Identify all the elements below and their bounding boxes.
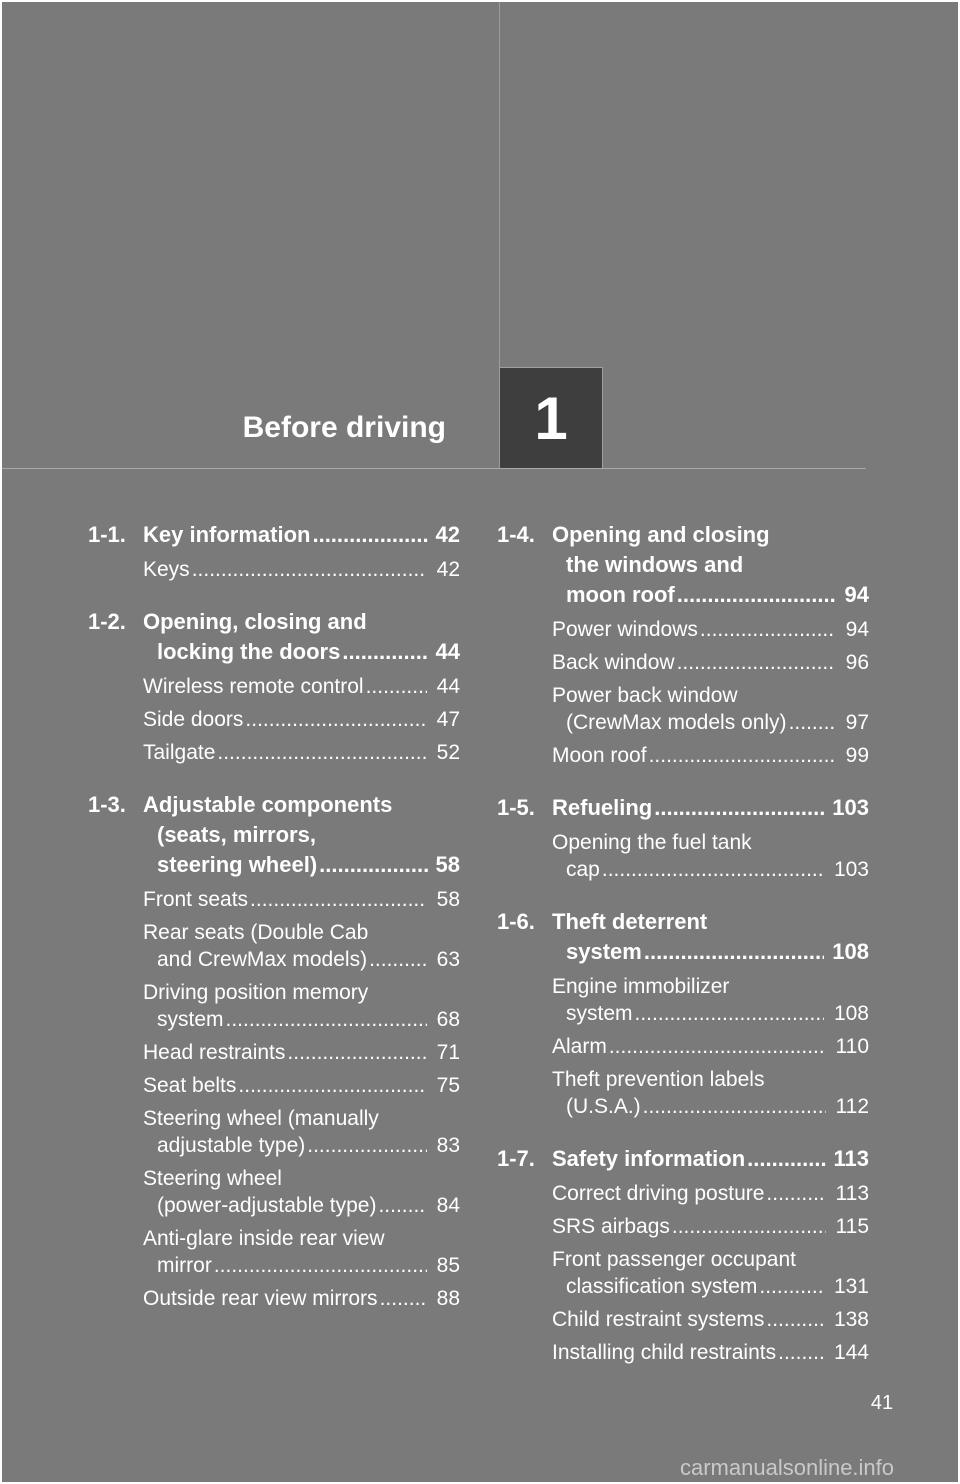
horizontal-rule <box>0 468 866 469</box>
entry-page-ref: 68 <box>436 1008 460 1031</box>
entry-line <box>552 1246 869 1273</box>
toc-entry[interactable] <box>552 1246 869 1300</box>
entry-list <box>143 673 460 766</box>
toc-entry[interactable] <box>143 979 460 1033</box>
title-text: Refueling <box>552 795 653 820</box>
entry-text: Wireless remote control <box>143 675 364 698</box>
title-text: Adjustable components <box>143 792 393 817</box>
entry-line <box>552 742 869 769</box>
entry-text: Power windows <box>552 618 698 641</box>
entry-line <box>552 1000 869 1027</box>
section-title-line <box>143 520 460 550</box>
toc-entry[interactable] <box>552 1306 869 1333</box>
entry-text: Alarm <box>552 1035 607 1058</box>
dot-leader <box>250 886 427 913</box>
dot-leader <box>649 742 836 769</box>
section-number: 1-7. <box>497 1146 535 1171</box>
section-number: 1-3. <box>88 792 126 817</box>
entry-line <box>552 649 869 676</box>
dot-leader <box>789 709 836 736</box>
entry-text: Back window <box>552 651 675 674</box>
entry-page-ref: 44 <box>436 675 460 698</box>
entry-list <box>552 973 869 1120</box>
entry-text: Theft prevention labels <box>552 1068 765 1091</box>
entry-page-ref: 144 <box>833 1341 869 1364</box>
entry-text: Rear seats (Double Cab <box>143 921 369 944</box>
section-title-line <box>552 580 869 610</box>
section-body <box>552 520 869 769</box>
dot-leader <box>226 1006 427 1033</box>
entry-line <box>143 673 460 700</box>
section-number: 1-2. <box>88 609 126 634</box>
toc-entry[interactable] <box>143 1225 460 1279</box>
toc-entry[interactable] <box>552 973 869 1027</box>
entry-line <box>552 709 869 736</box>
dot-leader <box>759 1273 824 1300</box>
entry-line <box>143 1252 460 1279</box>
entry-text: mirror <box>157 1254 212 1277</box>
entry-page-ref: 85 <box>436 1254 460 1277</box>
toc-entry[interactable] <box>143 1165 460 1219</box>
title-text: Theft deterrent <box>552 909 708 934</box>
dot-leader <box>677 580 837 610</box>
entry-line <box>143 886 460 913</box>
entry-line <box>143 739 460 766</box>
page-number: 41 <box>870 1392 894 1414</box>
entry-line <box>143 1285 460 1312</box>
entry-page-ref: 112 <box>835 1095 869 1118</box>
entry-list <box>143 556 460 583</box>
entry-line <box>143 1132 460 1159</box>
entry-line <box>143 946 460 973</box>
entry-text: (power-adjustable type) <box>157 1194 377 1217</box>
entry-text: Head restraints <box>143 1041 286 1064</box>
section-title-line <box>552 793 869 823</box>
section-body <box>143 790 460 1312</box>
entry-text: (CrewMax models only) <box>566 711 787 734</box>
toc-entry[interactable] <box>143 706 460 733</box>
toc-entry[interactable] <box>552 682 869 736</box>
section-title-line <box>143 820 460 850</box>
entry-text: Correct driving posture <box>552 1182 765 1205</box>
entry-text: Anti-glare inside rear view <box>143 1227 385 1250</box>
dot-leader <box>602 856 824 883</box>
dot-leader <box>217 739 426 766</box>
section-title-line <box>143 790 460 820</box>
section-title-line <box>143 607 460 637</box>
toc-section <box>88 607 460 766</box>
dot-leader <box>214 1252 427 1279</box>
dot-leader <box>238 1072 426 1099</box>
dot-leader <box>369 946 427 973</box>
dot-leader <box>307 1132 426 1159</box>
entry-text: Keys <box>143 558 190 581</box>
entry-line <box>552 1180 869 1207</box>
dot-leader <box>700 616 836 643</box>
entry-text: cap <box>566 858 600 881</box>
dot-leader <box>766 1306 824 1333</box>
dot-leader <box>677 649 836 676</box>
entry-page-ref: 96 <box>845 651 869 674</box>
entry-page-ref: 58 <box>436 888 460 911</box>
toc-entry[interactable] <box>143 739 460 766</box>
entry-text: Power back window <box>552 684 738 707</box>
section-title[interactable] <box>552 1144 869 1174</box>
entry-line <box>552 616 869 643</box>
entry-text: Steering wheel <box>143 1167 282 1190</box>
entry-text: Steering wheel (manually <box>143 1107 379 1130</box>
section-page-ref: 103 <box>832 795 869 820</box>
dot-leader <box>287 1039 426 1066</box>
toc-entry[interactable] <box>143 1285 460 1312</box>
title-text: (seats, mirrors, <box>157 822 316 847</box>
entry-line <box>143 1165 460 1192</box>
dot-leader <box>192 556 427 583</box>
toc-entry[interactable] <box>552 1180 869 1207</box>
section-title-line <box>552 520 869 550</box>
section-title-line <box>552 1144 869 1174</box>
section-body <box>143 607 460 766</box>
entry-text: Engine immobilizer <box>552 975 730 998</box>
entry-page-ref: 94 <box>845 618 869 641</box>
dot-leader <box>643 1093 826 1120</box>
section-title[interactable] <box>552 793 869 823</box>
entry-line <box>143 1039 460 1066</box>
entry-page-ref: 84 <box>436 1194 460 1217</box>
entry-text: Driving position memory <box>143 981 369 1004</box>
entry-text: Installing child restraints <box>552 1341 777 1364</box>
section-page-ref: 44 <box>435 639 460 664</box>
toc-entry[interactable] <box>143 1105 460 1159</box>
toc-section <box>88 790 460 1312</box>
entry-line <box>143 1192 460 1219</box>
dot-leader <box>672 1213 826 1240</box>
dot-leader <box>747 1144 825 1174</box>
entry-line <box>143 919 460 946</box>
title-text: Opening, closing and <box>143 609 367 634</box>
entry-line <box>552 1066 869 1093</box>
entry-text: Moon roof <box>552 744 647 767</box>
section-title-line <box>143 850 460 880</box>
toc-entry[interactable] <box>143 1072 460 1099</box>
dot-leader <box>654 793 824 823</box>
entry-text: Side doors <box>143 708 244 731</box>
section-title-line <box>552 550 869 580</box>
title-text: the windows and <box>566 552 744 577</box>
toc-entry[interactable] <box>552 1339 869 1366</box>
section-page-ref: 94 <box>844 582 869 607</box>
entry-page-ref: 108 <box>833 1002 869 1025</box>
dot-leader <box>380 1285 427 1312</box>
entry-text: classification system <box>566 1275 758 1298</box>
entry-text: Front seats <box>143 888 249 911</box>
entry-line <box>552 829 869 856</box>
entry-page-ref: 131 <box>833 1275 869 1298</box>
entry-text: Tailgate <box>143 741 216 764</box>
section-number: 1-1. <box>88 522 126 547</box>
entry-text: adjustable type) <box>157 1134 306 1157</box>
entry-line <box>143 706 460 733</box>
entry-list <box>552 829 869 883</box>
toc-entry[interactable] <box>552 829 869 883</box>
section-body <box>552 1144 869 1366</box>
entry-list <box>552 1180 869 1366</box>
title-text: Opening and closing <box>552 522 770 547</box>
title-text: Safety information <box>552 1146 746 1171</box>
entry-line <box>143 979 460 1006</box>
entry-page-ref: 52 <box>436 741 460 764</box>
dot-leader <box>766 1180 825 1207</box>
entry-text: and CrewMax models) <box>157 948 368 971</box>
entry-line <box>552 856 869 883</box>
section-title-line <box>552 937 869 967</box>
entry-text: Child restraint systems <box>552 1308 765 1331</box>
toc-column-right <box>497 520 869 1390</box>
entry-page-ref: 99 <box>845 744 869 767</box>
dot-leader <box>342 637 427 667</box>
section-body <box>552 793 869 883</box>
section-title-line <box>552 907 869 937</box>
title-text: system <box>566 939 642 964</box>
entry-page-ref: 103 <box>833 858 869 881</box>
entry-text: (U.S.A.) <box>566 1095 641 1118</box>
dot-leader <box>366 673 427 700</box>
dot-leader <box>245 706 426 733</box>
dot-leader <box>644 937 824 967</box>
section-number: 1-4. <box>497 522 535 547</box>
title-text: moon roof <box>566 582 675 607</box>
entry-page-ref: 63 <box>436 948 460 971</box>
section-title[interactable] <box>552 907 869 967</box>
section-page-ref: 113 <box>833 1146 869 1171</box>
dot-leader <box>378 1192 426 1219</box>
toc-entry[interactable] <box>143 1039 460 1066</box>
entry-line <box>143 1072 460 1099</box>
entry-page-ref: 75 <box>436 1074 460 1097</box>
section-body <box>143 520 460 583</box>
section-page-ref: 58 <box>435 852 460 877</box>
dot-leader <box>635 1000 824 1027</box>
entry-line <box>552 1306 869 1333</box>
toc-entry[interactable] <box>552 1066 869 1120</box>
toc-entry[interactable] <box>143 673 460 700</box>
entry-line <box>552 1093 869 1120</box>
section-title-line <box>143 637 460 667</box>
title-text: locking the doors <box>157 639 341 664</box>
entry-list <box>143 886 460 1312</box>
section-page-ref: 108 <box>832 939 869 964</box>
entry-line <box>552 1339 869 1366</box>
toc-section <box>88 520 460 583</box>
entry-line <box>552 1213 869 1240</box>
entry-text: Outside rear view mirrors <box>143 1287 378 1310</box>
toc-entry[interactable] <box>552 1213 869 1240</box>
watermark: carmanualsonline.info <box>680 1455 895 1480</box>
toc-entry[interactable] <box>552 616 869 643</box>
dot-leader <box>312 520 427 550</box>
title-text: steering wheel) <box>157 852 318 877</box>
section-page-ref: 42 <box>435 522 460 547</box>
toc-entry[interactable] <box>552 649 869 676</box>
entry-line <box>143 556 460 583</box>
entry-page-ref: 110 <box>835 1035 869 1058</box>
section-title[interactable] <box>143 607 460 667</box>
entry-line <box>143 1006 460 1033</box>
section-title[interactable] <box>143 790 460 880</box>
toc-entry[interactable] <box>143 886 460 913</box>
entry-page-ref: 47 <box>436 708 460 731</box>
chapter-title: Before driving <box>242 411 446 444</box>
section-number: 1-5. <box>497 795 535 820</box>
entry-line <box>552 1273 869 1300</box>
dot-leader <box>778 1339 824 1366</box>
entry-page-ref: 42 <box>436 558 460 581</box>
toc-section <box>497 793 869 883</box>
entry-text: system <box>157 1008 224 1031</box>
entry-text: Front passenger occupant <box>552 1248 796 1271</box>
entry-text: SRS airbags <box>552 1215 670 1238</box>
entry-text: Seat belts <box>143 1074 237 1097</box>
dot-leader <box>319 850 427 880</box>
dot-leader <box>609 1033 826 1060</box>
entry-line <box>143 1225 460 1252</box>
entry-page-ref: 88 <box>436 1287 460 1310</box>
entry-page-ref: 71 <box>436 1041 460 1064</box>
toc-entry[interactable] <box>552 1033 869 1060</box>
toc-section <box>497 1144 869 1366</box>
section-title[interactable] <box>143 520 460 550</box>
entry-page-ref: 113 <box>835 1182 869 1205</box>
toc-entry[interactable] <box>552 742 869 769</box>
section-body <box>552 907 869 1120</box>
title-text: Key information <box>143 522 311 547</box>
entry-text: system <box>566 1002 633 1025</box>
entry-line <box>552 682 869 709</box>
toc-entry[interactable] <box>143 556 460 583</box>
entry-page-ref: 83 <box>436 1134 460 1157</box>
entry-page-ref: 97 <box>845 711 869 734</box>
toc-section <box>497 907 869 1120</box>
toc-section <box>497 520 869 769</box>
toc-entry[interactable] <box>143 919 460 973</box>
toc-column-left <box>88 520 460 1336</box>
section-number: 1-6. <box>497 909 535 934</box>
entry-page-ref: 138 <box>833 1308 869 1331</box>
entry-line <box>552 1033 869 1060</box>
chapter-number-box: 1 <box>500 367 603 468</box>
entry-list <box>552 616 869 769</box>
entry-text: Opening the fuel tank <box>552 831 752 854</box>
entry-line <box>552 973 869 1000</box>
entry-page-ref: 115 <box>835 1215 869 1238</box>
section-title[interactable] <box>552 520 869 610</box>
entry-line <box>143 1105 460 1132</box>
